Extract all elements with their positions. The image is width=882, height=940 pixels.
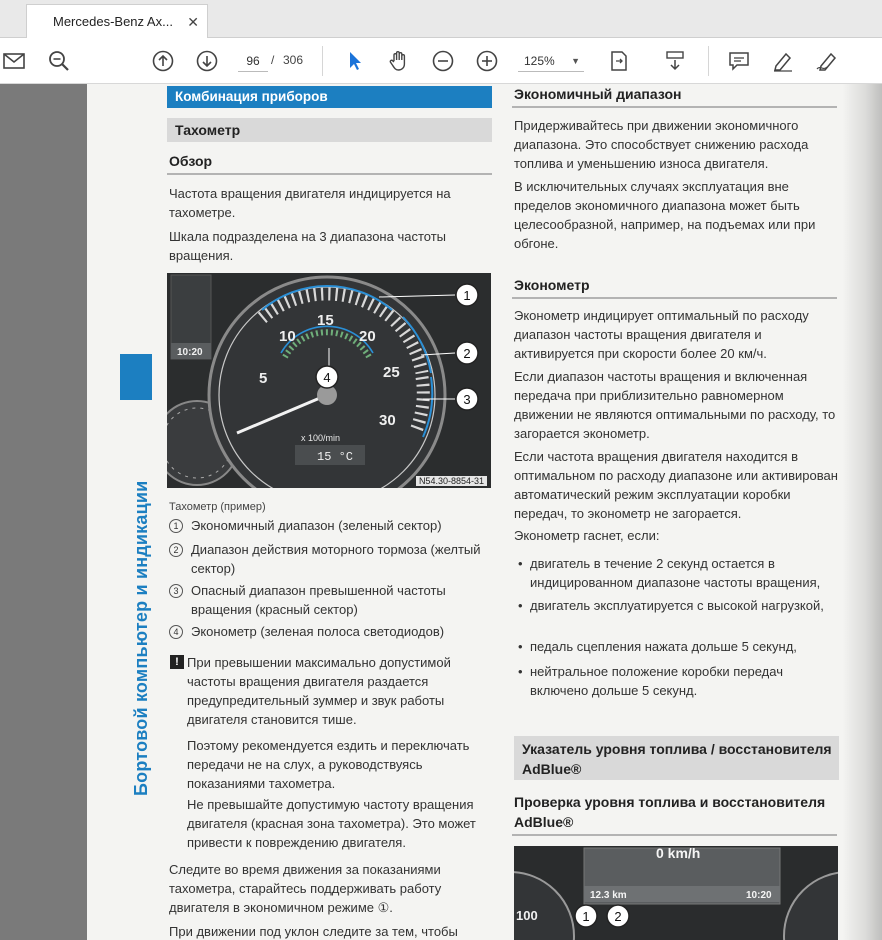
tick-label-20: 20 xyxy=(359,328,376,345)
heading-rule xyxy=(512,106,837,108)
envelope-icon xyxy=(2,49,26,73)
tachometer-figure xyxy=(167,273,491,488)
figure-code: N54.30-8854-31 xyxy=(416,476,487,486)
fig1-unit-text: x 100/min xyxy=(301,433,341,443)
document-page: Бортовой компьютер и индикации Комбинация приборов Тахометр Обзор Частота вращения двигателя индицируется на тахометре. Шкала подразделена на 3 диапазона частоты вращения. 10:20 5 10 15 20 25 30 x 100/min 15 °C 1 2 3 4 N54.30-8854-31 Тахометр (пример) 1 Экономичный диапазон (зеленый сектор) 2 Диапазон действия моторного тормоза (желтый сектор) 3 Опасный диапазон превышенной частоты вращения (красный сектор) 4 Эконометр (зеленая полоса светодиодов) ! При превышении максимально допустимой частоты вращения двигателя раздается предупредительный зуммер и звук работы двигателя становится тише. Поэтому рекомендуется ездить и переключать передачи не на слух, а руководствуясь показаниями тахометра. Не превышайте допустимую частоту вращения двигателя (красная зона тахометра). Это может привести к повреждению двигателя. Следите во время движения за показаниями тахометра, старайтесь поддерживать работу двигателя в экономичном режиме ①. При движении под уклон следите за тем, чтобы Экономичный диапазон Придерживайтесь при движении экономичного диапазона. Это способствует снижению расхода топлива и уменьшению износа двигателя. В исключительных случаях эксплуатация вне пределов экономичного диапазона может быть целесообразной, например, на подъемах или при обгоне. Эконометр Эконометр индицирует оптимальный по расходу диапазон частоты вращения двигателя и активируется при скорости более 20 км/ч. Если диапазон частоты вращения и включенная передача при приблизительно равномерном движении не являются оптимальными по расходу, то загорается эконометр. Если частота вращения двигателя находится в оптимальном по расходу диапазоне или активирован автоматический режим эксплуатации коробки передач, то эконометр не загорается. Эконометр гаснет, если: • двигатель в течение 2 секунд остается в индицированном диапазоне частоты вращения, • двигатель эксплуатируется с высокой нагрузкой, • педаль сцепления нажата дольше 5 секунд, • нейтральное положение коробки передач включено дольше 5 секунд. Указатель уровня топлива / восстановителя AdBlue® Проверка уровня топлива и восстановителя AdBlue® 0 km/h 12.3 km 10:20 100 1 2 xyxy=(87,84,882,940)
warning-paragraph-2: Поэтому рекомендуется ездить и переключать передачи не на слух, а руководствуясь показаниями тахометра. xyxy=(187,738,470,791)
fig1-clock-text: 10:20 xyxy=(177,347,203,358)
econometer-paragraph-1: Эконометр индицирует оптимальный по расходу диапазон частоты вращения двигателя и активируется при скорости более 20 км/ч. xyxy=(514,308,809,361)
signature-pen-icon xyxy=(815,49,839,73)
fig1-callout-2: 2 xyxy=(463,346,471,361)
tachometer-illustration xyxy=(167,273,491,488)
scroll-mode-icon xyxy=(663,49,687,73)
zoom-in-button[interactable] xyxy=(474,48,500,74)
zoom-value: 125% xyxy=(524,54,555,68)
previous-page-button[interactable] xyxy=(150,48,176,74)
email-button[interactable] xyxy=(1,48,27,74)
page-number-input[interactable]: 96 xyxy=(238,50,268,72)
page-separator: / xyxy=(271,53,275,67)
fig2-left-number: 100 xyxy=(516,908,538,923)
tachometer-advice: Следите во время движения за показаниями тахометра, старайтесь поддерживать работу двигателя в экономичном режиме ①. xyxy=(169,862,442,915)
sign-button[interactable] xyxy=(814,48,840,74)
eco-range-paragraph-1: Придерживайтесь при движении экономичного диапазона. Это способствует снижению расхода топлива и уменьшению износа двигателя. xyxy=(514,118,809,171)
eco-range-paragraph-2: В исключительных случаях эксплуатация вне пределов экономичного диапазона может быть целесообразной, например, на подъемах или при обгоне. xyxy=(514,179,816,251)
heading-rule xyxy=(512,834,837,836)
warning-icon: ! xyxy=(170,655,184,669)
hand-icon xyxy=(387,49,411,73)
fit-page-icon xyxy=(607,49,631,73)
cursor-arrow-icon xyxy=(343,49,367,73)
overview-heading: Обзор xyxy=(169,153,213,169)
zoom-select[interactable] xyxy=(518,50,584,72)
fig2-callout-1: 1 xyxy=(582,909,590,924)
toolbar xyxy=(0,38,882,84)
fuel-display-figure xyxy=(514,846,838,940)
page-total: 306 xyxy=(283,53,304,67)
zoom-out-button[interactable] xyxy=(430,48,456,74)
eco-range-heading: Экономичный диапазон xyxy=(514,86,682,102)
hand-tool-button[interactable] xyxy=(386,48,412,74)
downhill-advice: При движении под уклон следите за тем, чтобы xyxy=(169,924,458,939)
overview-paragraph-2: Шкала подразделена на 3 диапазона частоты вращения. xyxy=(169,229,447,263)
scroll-mode-button[interactable] xyxy=(662,48,688,74)
toolbar-divider xyxy=(322,46,323,76)
tick-label-30: 30 xyxy=(379,412,396,429)
tick-label-25: 25 xyxy=(383,364,400,381)
chapter-side-title: Бортовой компьютер и индикации xyxy=(131,480,151,796)
fig2-callout-2: 2 xyxy=(614,909,622,924)
page-gutter-shadow xyxy=(842,84,882,940)
fuel-section-title: Указатель уровня топлива / восстановителя AdBlue® xyxy=(514,736,839,780)
tick-label-15: 15 xyxy=(317,312,334,329)
econometer-heading: Эконометр xyxy=(514,277,590,293)
minus-circle-icon xyxy=(431,49,455,73)
fuel-display-illustration xyxy=(514,846,838,940)
fuel-check-heading: Проверка уровня топлива и восстановителя AdBlue® xyxy=(514,794,826,830)
next-page-button[interactable] xyxy=(194,48,220,74)
highlight-button[interactable] xyxy=(770,48,796,74)
arrow-down-circle-icon xyxy=(195,49,219,73)
fig1-callout-1: 1 xyxy=(463,288,471,303)
tick-label-5: 5 xyxy=(259,370,268,387)
chevron-down-icon: ▼ xyxy=(571,56,580,66)
tab-bar xyxy=(0,0,882,38)
heading-rule xyxy=(512,297,837,299)
fig2-speed-text: 0 km/h xyxy=(656,846,701,861)
toolbar-divider xyxy=(708,46,709,76)
econometer-paragraph-2: Если диапазон частоты вращения и включенная передача при приблизительно равномерном движении не являются оптимальными по расходу, то загорается эконометр. xyxy=(514,369,836,441)
chapter-tab-marker xyxy=(120,354,152,400)
close-icon[interactable]: ✕ xyxy=(187,14,199,30)
warning-paragraph-3: Не превышайте допустимую частоту вращения двигателя (красная зона тахометра). Это может привести к повреждению двигателя. xyxy=(187,797,476,850)
select-tool-button[interactable] xyxy=(342,48,368,74)
tick-label-10: 10 xyxy=(279,328,296,345)
fig1-callout-4: 4 xyxy=(323,370,331,385)
overview-paragraph-1: Частота вращения двигателя индицируется на тахометре. xyxy=(169,186,451,220)
fig1-callout-3: 3 xyxy=(463,392,471,407)
fig2-clock-text: 10:20 xyxy=(746,890,772,901)
arrow-up-circle-icon xyxy=(151,49,175,73)
tab-title: Mercedes-Benz Ax... xyxy=(53,14,173,29)
fig2-odo-text: 12.3 km xyxy=(590,890,627,901)
pen-icon xyxy=(771,49,795,73)
econometer-paragraph-3: Если частота вращения двигателя находится в оптимальном по расходу диапазоне или активирован автоматический режим эксплуатации коробки передач, то эконометр не загорается. xyxy=(514,449,838,521)
plus-circle-icon xyxy=(475,49,499,73)
warning-paragraph-1: При превышении максимально допустимой частоты вращения двигателя раздается предупредительный зуммер и звук работы двигателя становится тише. xyxy=(187,655,451,727)
zoom-find-icon xyxy=(47,49,71,73)
comment-icon xyxy=(727,49,751,73)
fit-page-button[interactable] xyxy=(606,48,632,74)
document-tab[interactable] xyxy=(26,4,208,38)
section-title: Комбинация приборов xyxy=(167,86,492,108)
figure-caption: Тахометр (пример) xyxy=(169,501,266,513)
comment-button[interactable] xyxy=(726,48,752,74)
subsection-title: Тахометр xyxy=(167,118,492,142)
find-button[interactable] xyxy=(46,48,72,74)
fig1-temp-text: 15 °C xyxy=(317,450,354,464)
heading-rule xyxy=(167,173,492,175)
econometer-paragraph-4: Эконометр гаснет, если: xyxy=(514,528,660,543)
